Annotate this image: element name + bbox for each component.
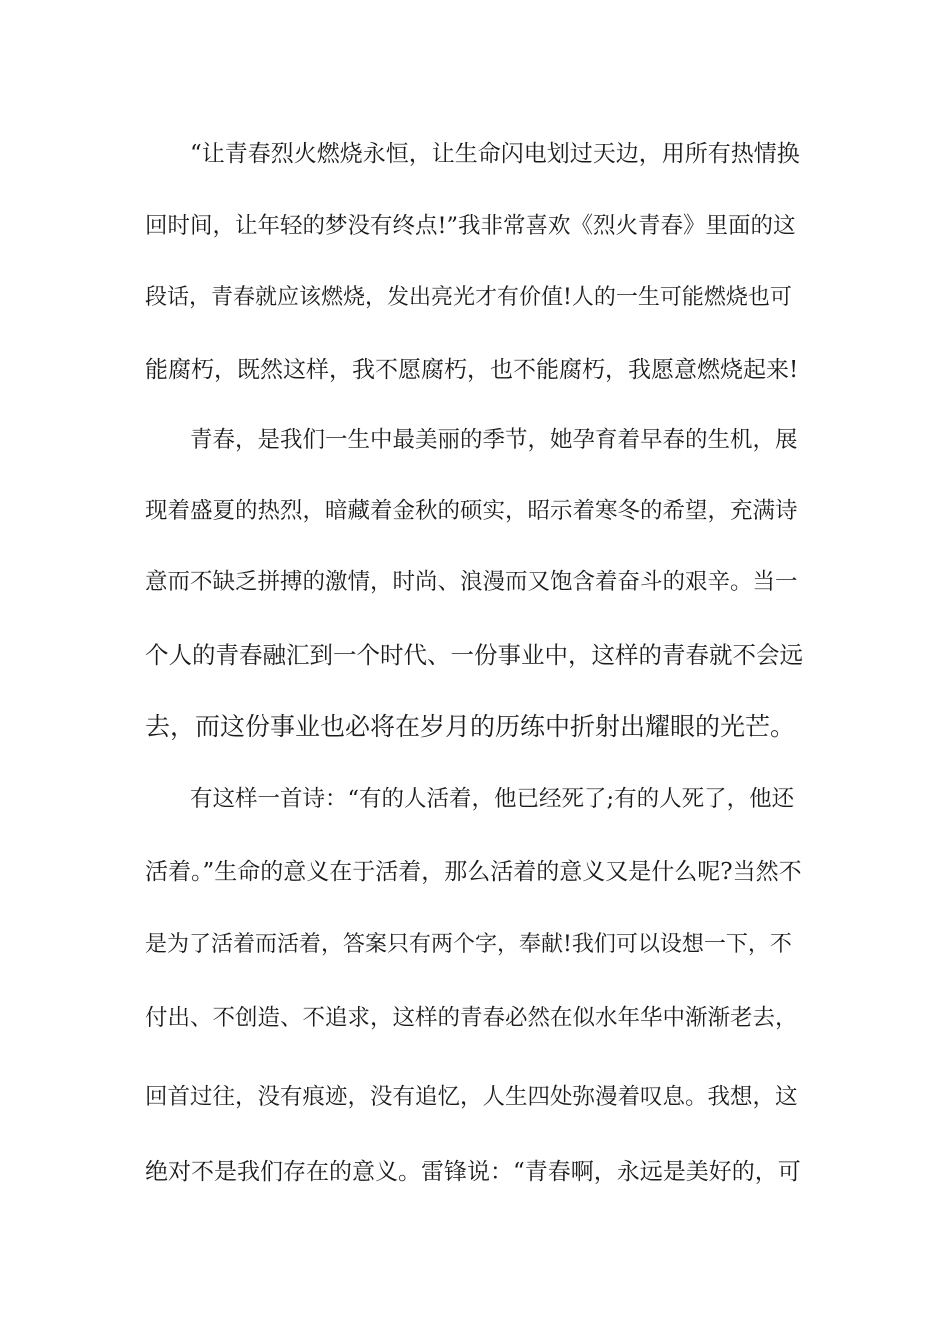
paragraph-2-line-5: 去，而这份事业也必将在岁月的历练中折射出耀眼的光芒。 xyxy=(145,712,796,741)
paragraph-3-line-4: 付出、不创造、不追求，这样的青春必然在似水年华中渐渐老去， xyxy=(145,1005,798,1031)
paragraph-3-line-1: 有这样一首诗：“有的人活着，他已经死了;有的人死了，他还 xyxy=(190,786,795,812)
paragraph-1-line-3: 段话，青春就应该燃烧，发出亮光才有价值!人的一生可能燃烧也可 xyxy=(145,285,792,310)
paragraph-3-line-3: 是为了活着而活着，答案只有两个字，奉献!我们可以设想一下，不 xyxy=(145,932,792,957)
paragraph-1-line-1: “让青春烈火燃烧永恒，让生命闪电划过天边，用所有热情换 xyxy=(190,141,800,167)
paragraph-2-line-1: 青春，是我们一生中最美丽的季节，她孕育着早春的生机，展 xyxy=(190,427,798,453)
paragraph-2-line-2: 现着盛夏的热烈，暗藏着金秋的硕实，昭示着寒冬的希望，充满诗 xyxy=(145,498,798,524)
paragraph-3-line-2: 活着。”生命的意义在于活着，那么活着的意义又是什么呢?当然不 xyxy=(145,859,802,885)
paragraph-2-line-3: 意而不缺乏拼搏的激情，时尚、浪漫而又饱含着奋斗的艰辛。当一 xyxy=(145,569,798,595)
paragraph-2-line-4: 个人的青春融汇到一个时代、一份事业中，这样的青春就不会远 xyxy=(145,641,803,669)
paragraph-3-line-6: 绝对不是我们存在的意义。雷锋说：“青春啊，永远是美好的，可 xyxy=(145,1159,801,1185)
paragraph-3-line-5: 回首过往，没有痕迹，没有追忆，人生四处弥漫着叹息。我想，这 xyxy=(145,1084,798,1110)
paragraph-1-line-4: 能腐朽，既然这样，我不愿腐朽，也不能腐朽，我愿意燃烧起来! xyxy=(145,357,799,383)
paragraph-1-line-2: 回时间，让年轻的梦没有终点!”我非常喜欢《烈火青春》里面的这 xyxy=(145,213,796,239)
